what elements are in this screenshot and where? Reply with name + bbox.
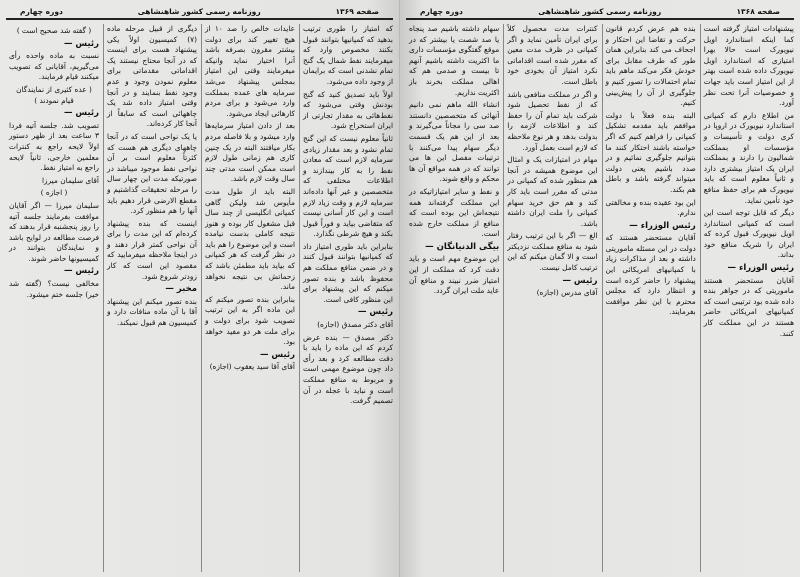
text-columns — [406, 24, 794, 572]
issue-label: دوره چهارم — [420, 6, 463, 16]
paragraph: آقای مدرس (اجازه) — [536, 288, 598, 298]
paragraph: بنابراین بنده تصور میکنم که این ماده اگر به این ترتیب تصویب شود برای دولت و برای ملت هر دو مفید خواهد بود. — [205, 294, 295, 347]
text-column — [6, 24, 99, 572]
paragraph: اولاً باید تصدیق کنید که گنج بودنش وقتی می‌شود که نفط‌هائی به مقدار تجارتی از ایران استخراج شود. — [303, 89, 393, 131]
paragraph: سلیمان میرزا — اگر آقایان موافقت بفرمایند جلسه آتیه را روز پنجشنبه قرار بدهند که فرصت مطالعه در لوایح باشد و نمایندگان بتوانند در کمیسیونها حاضر شوند. — [9, 200, 99, 263]
text-column — [700, 24, 794, 572]
paragraph: و اگر در مملکت منافعی باشد که از نفط تحصیل شود شرکت باید تمام آن را حفظ کند و اطلاعات لازمه را بدولت بدهد و هر نوع ملاحظه که لازم است بعمل آورد. — [507, 89, 598, 152]
paragraph: آقایان مستحضر هستند ماموریتی که در جواهر بنده داده شده بود ترتیبی است که کمپانیهای امریکائی حاضر هستند در این مملکت کار کنند. — [703, 275, 794, 338]
paragraph: مهام در امتیازات یک و امثال این موضوع همیشه در آنجا هم منظور شده که کمپانی در مدتی که مقرر است باید کار کند و هم حق خرید سهام کمپانی را ملت ایران داشته باشد. — [507, 155, 598, 228]
newspaper-title: روزنامه رسمی کشور شاهنشاهی — [538, 6, 662, 16]
page-header — [406, 4, 794, 20]
paragraph: نسبت به ماده واحده رأی می‌گیریم، آقایانی که تصویب میکنند قیام فرمایند. — [9, 51, 99, 82]
paragraph: کنترات مدت محصول کلاً برای ایران تأمین نماید و اگر کمپانی در ظرف مدت معین که مقرر شده است اقداماتی نکرد امتیاز آن بخودی خود باطل است. — [507, 24, 598, 86]
paragraph: آقای دکتر مصدق (اجازه) — [317, 320, 393, 330]
paragraph: البته باید از طول مدت مأیوس شد ولیکن گاهی کمپانی انگلیسی از چند سال قبل مشغول کار بوده و هنوز نتیجه کاملی بدست نیامده است و این موضوع را هم باید در نظر گرفت که هر کمپانی که بیاید باید مطمئن باشد که زحماتش بی نتیجه نخواهد ماند. — [205, 186, 295, 292]
paragraph: الغ — اگر با این ترتیب رفتار شود به منافع مملکت نزدیکتر است و الا گمان میکنم که این ترتیب کامل نیست. — [507, 231, 598, 273]
paragraph: آقای آقا سید یعقوب (اجازه) — [209, 362, 295, 372]
paragraph: عایدات خالص را صد ۱۰ از هیچ تغییر کند برای دولت بیشتر مقرون بصرفه باشد آنرا اختیار نماید وانیکه میفرمایند وقتی این امتیاز بمجلس پیشنهاد می‌شد سرمایه های عمده بمملکت وارد می‌شود و برای مردم کارهائی ایجاد می‌شود. — [205, 24, 295, 118]
paragraph: بعد از دادن امتیاز سرمایه‌ها وارد میشود و بلا فاصله مردم بکار میافتند البته در یک چنین کاری هم زمانی طول لازم است ممکن است مدتی چند سال وقت لازم باشد. — [205, 121, 295, 184]
paragraph: ثانیاً معلوم نیست که این گنج تمام نشود و بعد مقدار زیادی سرمایه لازم است که معادن نفط را به کار بیندازند و اطلاعات مختلفی که متخصصین و غیر آنها داده‌اند سرمایه لازم و وقت زیاد لازم است و این کار آسانی نیست که متقاضی بیاید و فوراً قبول بکند و هیچ شرطی نگذارد. — [303, 133, 393, 239]
speaker-heading: رئیس — — [63, 108, 99, 119]
text-column — [103, 24, 197, 572]
text-column — [602, 24, 696, 572]
issue-label: دوره چهارم — [20, 6, 63, 16]
speaker-heading: رئیس — — [63, 38, 99, 49]
paragraph: ( عده کثیری از نمایندگان قیام نمودند ) — [16, 84, 92, 105]
speaker-heading: رئیس — — [562, 275, 598, 286]
paragraph: بنابراین باید طوری امتیاز داد که کمپانیها بتوانند قبول کنند و در ضمن منافع مملکت هم محفوظ باشد و بنده تصور میکنم که این پیشنهاد برای این منظور کافی است. — [303, 241, 393, 304]
speaker-heading: رئیس — — [259, 349, 295, 360]
speaker-heading: رئیس الوزراء — — [629, 220, 696, 231]
text-column — [503, 24, 597, 572]
speaker-heading: رئیس الوزراء — — [727, 263, 794, 274]
paragraph: این بود عقیده بنده و مخالفتی ندارم. — [605, 197, 696, 218]
speaker-heading: مخبر — — [165, 284, 197, 295]
page-header — [6, 4, 393, 20]
paragraph: دیگری از قبیل مرحله ماده (۷) کمیسیون اولاً یکی پیشنهاد هست برای اینست که در آنجا محتاج نیستند یک اقداماتی مقدماتی برای معلوم نمودن وجود و عدم وجود نفط بنمایند و در آنجا وقتی امتیاز داده شد یک چاههائی است که سابقاً از آنجا کار کرده‌اند. — [107, 24, 197, 129]
paragraph: آقایان مستحضر هستند که دولت در این مسئله ماموریتی داشته و بعد از مذاکرات زیاد با کمپانیهای امریکائی این پیشنهاد را حاضر کرده است و انتظار دارد که مجلس محترم با این نظر موافقت بفرمایند. — [605, 233, 696, 317]
paragraph: تصویب شد. جلسه آتیه فردا ۳ ساعت بعد از ظهر دستور اولاً لایحه راجع به کنترات معلمین خارجی، ثانیاً لایحه راجع به امتیاز نفط. — [9, 120, 99, 173]
paragraph: پیشنهادات امتیاز گرفته است کما اینکه استاندارد اویل نیویورک است حالا بهرا امتیازی که استاندارد اویل نیویورک داده شده است بهتر از این امتیاز است باید جهات و خصوصیات آنرا تحت نظر آورد. — [703, 24, 794, 108]
page-number: صفحه ۱۳۶۹ — [335, 6, 379, 16]
paragraph: ( گفته شد صحیح است ) — [16, 26, 92, 35]
paragraph: این موضوع مهم است و باید دقت کرد که مملکت از این امتیاز ضرر نبیند و منافع آن عاید ملت ایران گردد. — [409, 254, 500, 296]
text-columns — [6, 24, 393, 572]
text-column — [406, 24, 499, 572]
paragraph: اینست که بنده پیشنهاد کرده‌ام که این مدت را برای آن نواحی کمتر قرار دهند و در اینجا ملاحظه میفرمایید که مقصود این است که کار زودتر شروع شود. — [107, 218, 197, 281]
paragraph: ( اجازه ) — [40, 188, 68, 198]
paragraph: دیگر که قابل توجه است این است که کمپانی استاندارد اویل نیویورک قبول کرده که ایران را شریک منافع خود بداند. — [703, 208, 794, 260]
speaker-heading: رئیس — — [63, 266, 99, 277]
paragraph: سهام داشته باشیم صد پنجاه یا صد شصت یا بیشتر که در موقع گفتگوی مؤسسات داری ما اکثریت داشته باشیم آنهم تا بیست و صدمی هم که اهالی مملکت بخرند باز اکثریت نداریم. — [409, 24, 500, 97]
paragraph: و نفط و سایر امتیازاتیکه در این مملکت گرفته‌اند همه نتیجه‌اش این بوده است که منافع از مملکت خارج شده است. — [409, 186, 500, 239]
speaker-heading: رئیس — — [357, 307, 393, 318]
paragraph: البته بنده فعلاً با دولت موافقم باید مقدمه تشکیل کمپانی را فراهم کنیم که اگر خواسته باشند احتکار کنند ما بتوانیم جلوگیری نمائیم و در صدد باشیم یعنی دولت میتواند گرفته باشد و باطل هم بکند. — [605, 110, 696, 194]
text-column — [299, 24, 393, 572]
paragraph: بنده تصور میکنم این پیشنهاد آقا با آن ماده منافات دارد و کمیسیون هم قبول نمیکند. — [107, 296, 197, 328]
paragraph: بنده هم عرض کردم قانون حرکت و تقاضا این احتکار و اجحاف می کند بنابراین همان طور که طرف مقابل برای خودش فکر می‌کند ماهم باید تمام احتمالات را تصور کنیم و جلوگیری از آن را پیش‌بینی کنیم. — [605, 24, 696, 108]
right-page — [400, 0, 800, 577]
paragraph: انشاء الله ماهم نمی دانیم آنهائی که متخصصین دانستند صد سی را مجاناً می‌گیرند و بعد از این هم یک قسمت دیگر سهام پیدا می‌کنند با ترتیبات مفصل این ها می توانند که در همه مواقع آن ها محکم و واقع شوند. — [409, 100, 500, 184]
paragraph: یا یک نواحی است که در آنجا چاههای دیگری هم هست که کثرتاً معلوم است بر آن نواحی نفط موجود میباشد در صورتیکه مدت این چهار سال را مرحله تحقیقات گذاشتیم و مقطع الارضی قرار دهیم باید آنها را هم منظور کرد. — [107, 131, 197, 216]
paragraph: آقای سلیمان میرزا — [41, 175, 99, 185]
page-number: صفحه ۱۳۶۸ — [736, 6, 780, 16]
paragraph: دکتر مصدق — بنده عرض کردم که این ماده را باید با دقت مطالعه کرد و بعد رأی داد چون موضوع مهمی است و مربوط به منافع مملکت است و نباید با عجله در آن تصمیم گرفت. — [303, 332, 393, 406]
newspaper-title: روزنامه رسمی کشور شاهنشاهی — [137, 6, 261, 16]
paragraph: مخالفی نیست؟ (گفته شد خیر) جلسه ختم میشود. — [9, 279, 99, 299]
paragraph: که امتیاز را طوری ترتیب بدهید که کمپانیها بتوانند قبول بکنند مخصوص وارد که میفرمایند نفط شمال یک گنج تمام نشدنی است که برایمان از وجود داده می‌شود. — [303, 24, 393, 86]
speaker-heading: بیگی الدنیانگان — — [425, 241, 500, 252]
text-column — [201, 24, 295, 572]
paragraph: من اطلاع دارم که کمپانی استاندارد نیویورک در اروپا در کری دولت و تأسیسات و مؤسسات او بمملکت شمالیون را دارند و بمملکت ایران یک امتیاز بیشتری دارد و ثانیاً معلوم است که باید نیویورک هم برای حفظ منافع خود تأمین نماید. — [703, 110, 794, 205]
